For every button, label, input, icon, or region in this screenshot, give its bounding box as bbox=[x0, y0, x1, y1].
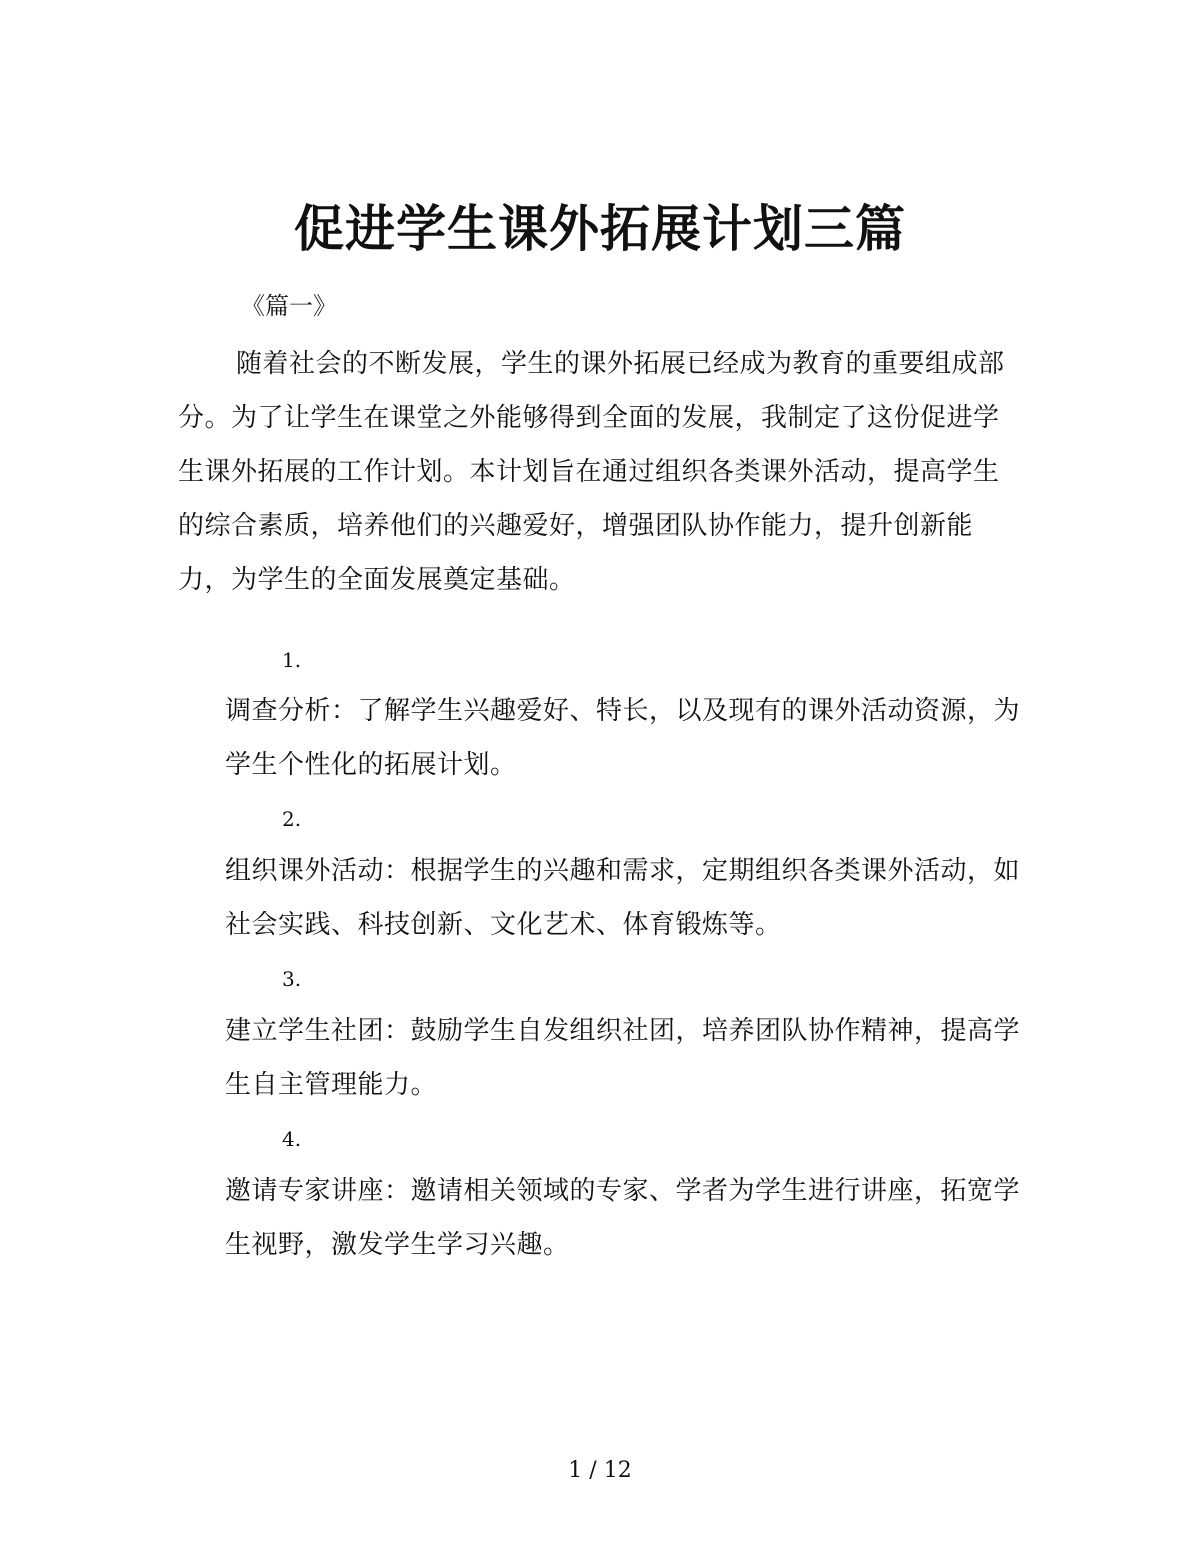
list-item-text: 邀请专家讲座：邀请相关领域的专家、学者为学生进行讲座，拓宽学生视野，激发学生学习兴趣。 bbox=[225, 1176, 1021, 1260]
section-label: 《篇一》 bbox=[241, 292, 337, 320]
list-item-text: 组织课外活动：根据学生的兴趣和需求，定期组织各类课外活动，如社会实践、科技创新、文化艺术、体育锻炼等。 bbox=[225, 856, 1021, 940]
list-item-number: 4. bbox=[282, 1127, 302, 1151]
list-item-number: 2. bbox=[282, 807, 302, 831]
list-item-text: 调查分析：了解学生兴趣爱好、特长，以及现有的课外活动资源，为学生个性化的拓展计划。 bbox=[225, 696, 1021, 780]
list-item-text: 建立学生社团：鼓励学生自发组织社团，培养团队协作精神，提高学生自主管理能力。 bbox=[225, 1016, 1021, 1100]
page-number: 1 / 12 bbox=[568, 1458, 632, 1483]
list-item-number: 3. bbox=[282, 967, 302, 991]
intro-paragraph: 随着社会的不断发展，学生的课外拓展已经成为教育的重要组成部分。为了让学生在课堂之外能够得到全面的发展，我制定了这份促进学生课外拓展的工作计划。本计划旨在通过组织各类课外活动，提高学生的综合素质，培养他们的兴趣爱好，增强团队协作能力，提升创新能力，为学生的全面发展奠定基础。 bbox=[178, 349, 1005, 595]
list-item-number: 1. bbox=[282, 648, 302, 672]
page-title: 促进学生课外拓展计划三篇 bbox=[294, 198, 906, 258]
